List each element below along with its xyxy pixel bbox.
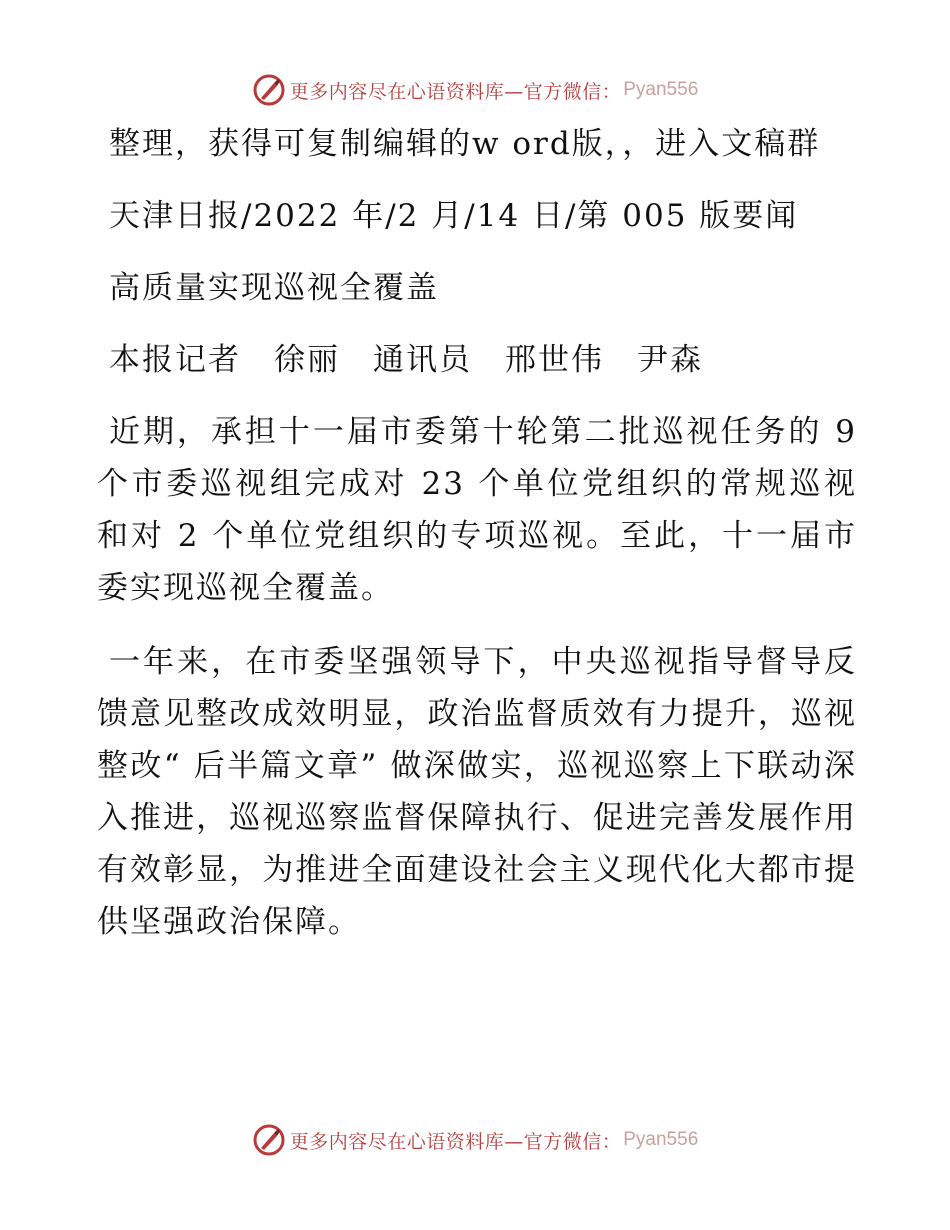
article-title: 高质量实现巡视全覆盖 <box>109 270 439 306</box>
watermark-text: 更多内容尽在心语资料库—官方微信： <box>289 80 622 103</box>
source-line: 天津日报/2022 年/2 月/14 日/第 005 版要闻 <box>109 198 799 234</box>
intro-note: 整理，获得可复制编辑的w ord版，，进入文稿群 <box>109 126 821 162</box>
watermark-wechat-id: Pyan556 <box>623 1129 699 1150</box>
document-body <box>97 118 857 970</box>
byline: 本报记者 徐丽 通讯员 邢世伟 尹森 <box>109 342 703 378</box>
body-paragraph-1: 近期，承担十一届市委第十轮第二批巡视任务的 9 个市委巡视组完成对 23 个单位党组织的常规巡视和对 2 个单位党组织的专项巡视。至此，十一届市委实现巡视全覆盖。 <box>97 414 857 606</box>
watermark-wechat-id: Pyan556 <box>623 79 699 100</box>
watermark-header <box>0 70 950 110</box>
watermark-footer <box>0 1120 950 1160</box>
watermark-text: 更多内容尽在心语资料库—官方微信： <box>289 1130 622 1153</box>
pen-circle-icon <box>252 1123 286 1157</box>
pen-circle-icon <box>252 73 286 107</box>
body-paragraph-2: 一年来，在市委坚强领导下，中央巡视指导督导反馈意见整改成效明显，政治监督质效有力提升，巡视整改“ 后半篇文章” 做深做实，巡视巡察上下联动深入推进，巡视巡察监督保障执行、促进完善发展作用有效彰显，为推进全面建设社会主义现代化大都市提供坚强政治保障。 <box>97 644 857 940</box>
